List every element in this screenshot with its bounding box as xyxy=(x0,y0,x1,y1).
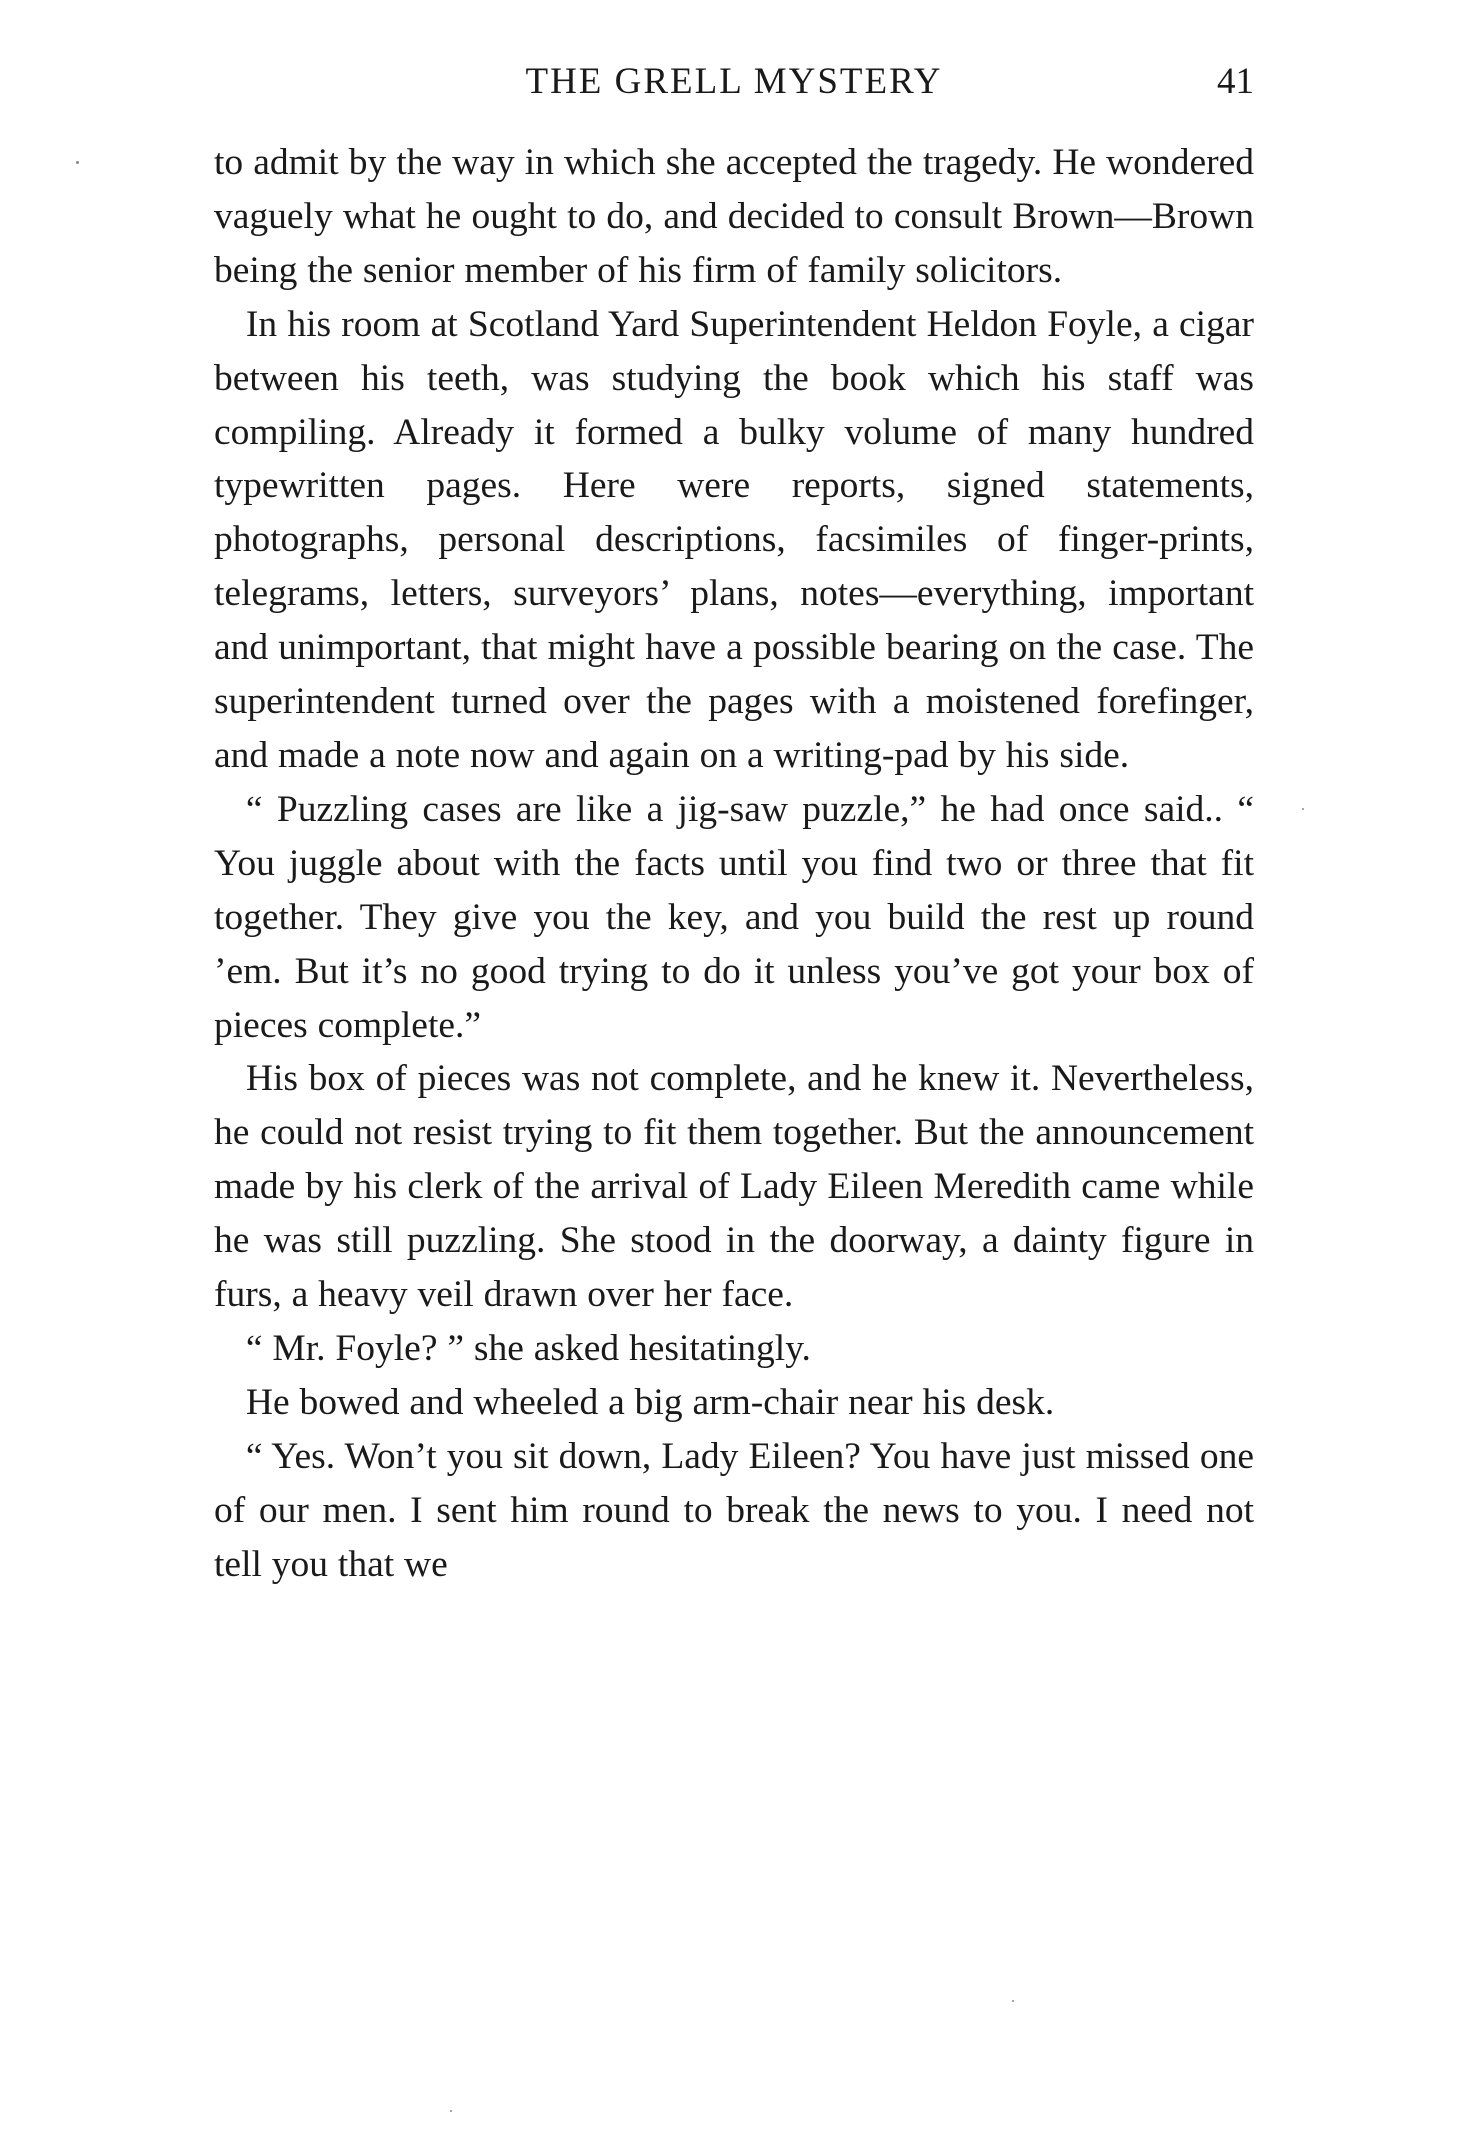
paragraph: He bowed and wheeled a big arm-chair near his desk. xyxy=(245,1381,1055,1423)
paragraph: “ Mr. Foyle? ” she asked hesitatingly. xyxy=(245,1327,811,1369)
scan-speck xyxy=(450,2110,452,2112)
running-head xyxy=(214,52,1254,112)
running-title: THE GRELL MYSTERY xyxy=(525,61,943,102)
paragraph: “ Puzzling cases are like a jig-saw puzzle,” he had once said.. “ You juggle about with the facts until you find two or three that fit together. They give you the key, and you build the rest up round ’em. But it’s no good trying to do it unless you’ve got your box of pieces complete.” xyxy=(214,788,1254,1046)
scan-speck xyxy=(76,161,79,164)
page-number: 41 xyxy=(1217,61,1254,102)
paragraph: to admit by the way in which she accepted the tragedy. He wondered vaguely what he ought to do, and decided to consult Brown—Brown being the senior member of his firm of family solicitors. xyxy=(214,142,1254,291)
body-text xyxy=(214,136,1254,1591)
scan-speck xyxy=(1012,2000,1014,2002)
scan-speck xyxy=(1302,808,1304,810)
paragraph: His box of pieces was not complete, and he knew it. Nevertheless, he could not resist trying to fit them together. But the announcement made by his clerk of the arrival of Lady Eileen Meredith came while he was still puzzling. She stood in the doorway, a dainty figure in furs, a heavy veil drawn over her face. xyxy=(214,1058,1254,1316)
paragraph: In his room at Scotland Yard Superintendent Heldon Foyle, a cigar between his teeth, was studying the book which his staff was compiling. Already it formed a bulky volume of many hundred typewritten pages. Here were reports, signed statements, photographs, personal descriptions, facsimiles of finger-prints, telegrams, letters, surveyors’ plans, notes—everything, important and unimportant, that might have a possible bearing on the case. The superintendent turned over the pages with a moistened forefinger, and made a note now and again on a writing-pad by his side. xyxy=(214,303,1254,776)
paragraph: “ Yes. Won’t you sit down, Lady Eileen? You have just missed one of our men. I sent him round to break the news to you. I need not tell you that we xyxy=(214,1435,1254,1585)
